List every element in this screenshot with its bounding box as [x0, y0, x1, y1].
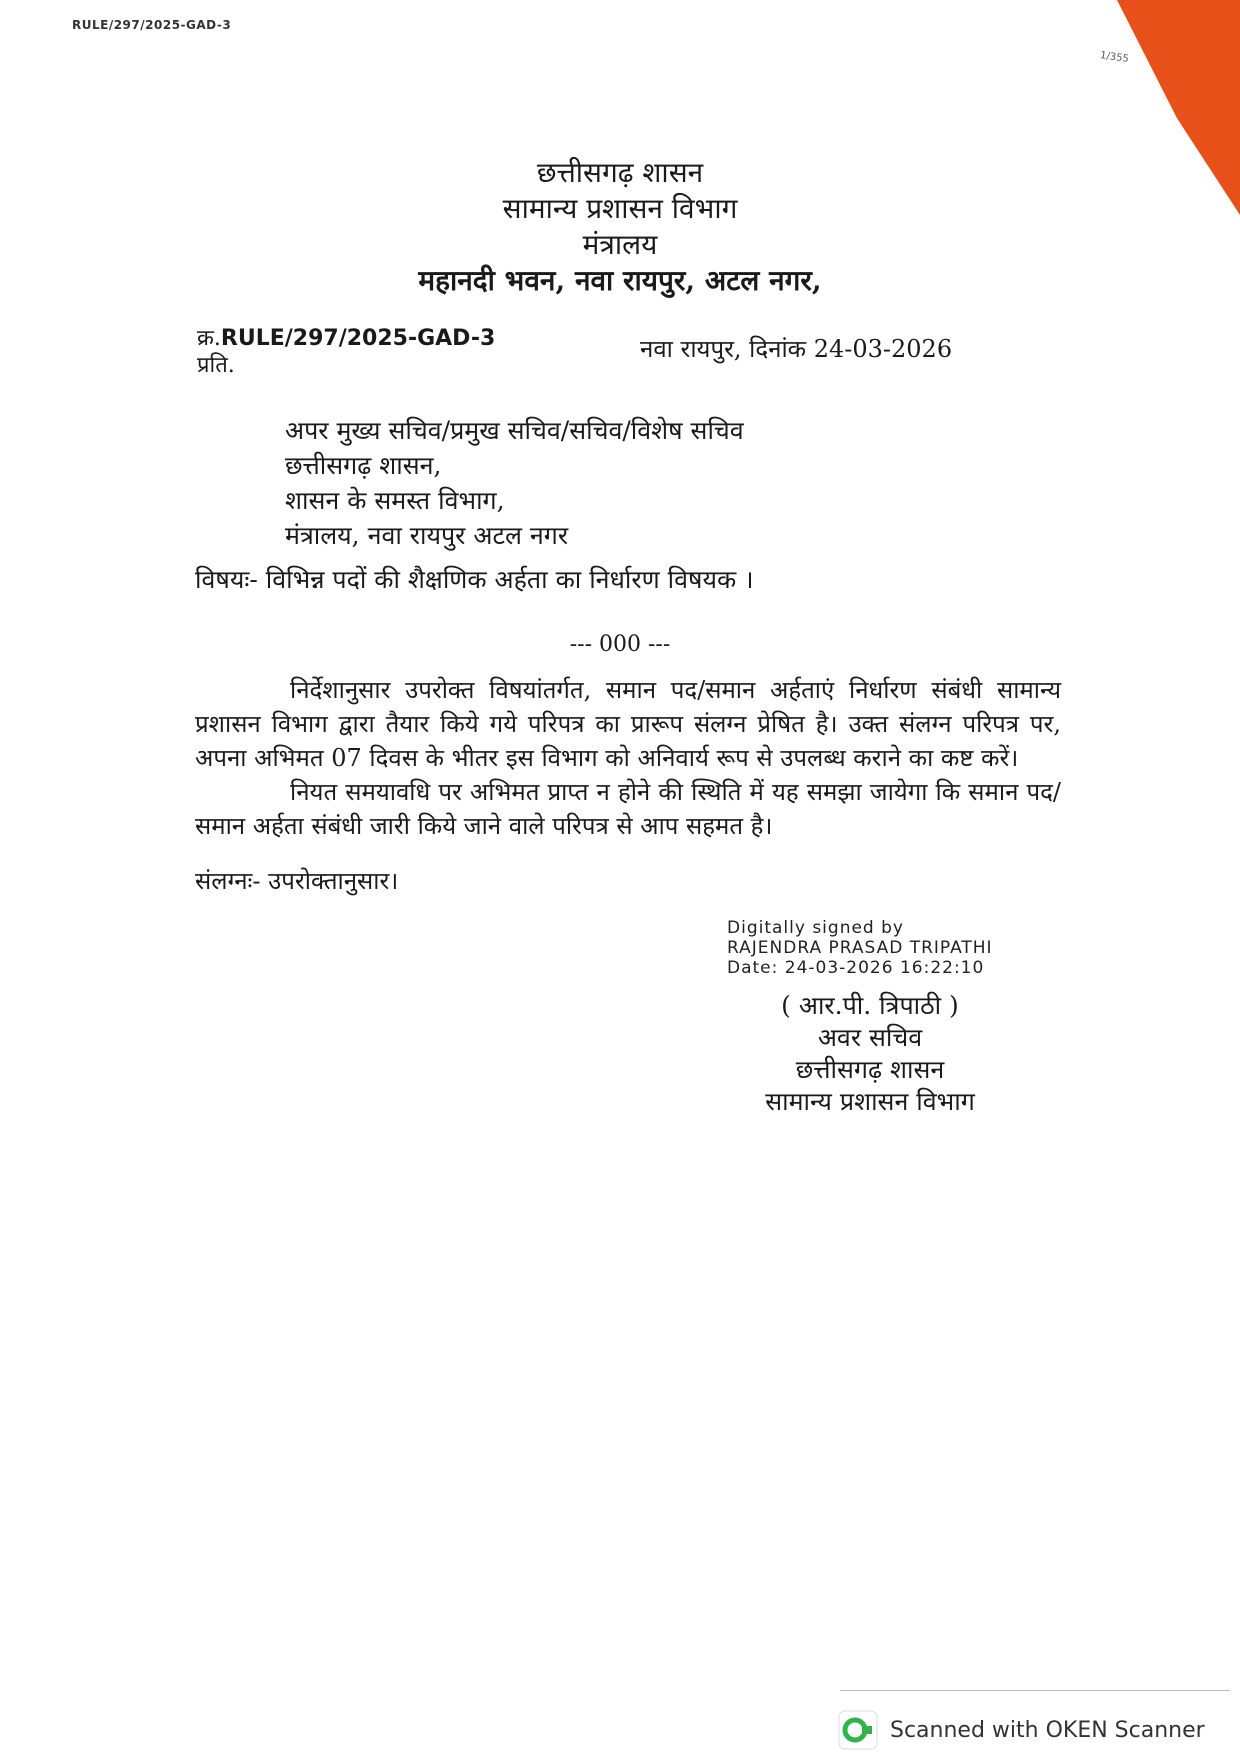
addressee-line: मंत्रालय, नवा रायपुर अटल नगर	[285, 521, 569, 550]
addressee-line: शासन के समस्त विभाग,	[285, 486, 505, 515]
letterhead	[0, 155, 1240, 299]
place-date: नवा रायपुर, दिनांक 24-03-2026	[640, 335, 953, 363]
header-department: सामान्य प्रशासन विभाग	[502, 192, 738, 225]
oken-scanner-icon	[838, 1710, 878, 1750]
signatory-department: सामान्य प्रशासन विभाग	[765, 1087, 975, 1116]
signatory-block	[720, 990, 1020, 1118]
reference-prefix: क्र.	[197, 326, 221, 351]
header-address: महानदी भवन, नवा रायपुर, अटल नगर,	[418, 264, 822, 297]
top-reference: RULE/297/2025-GAD-3	[72, 18, 232, 32]
signatory-org: छत्तीसगढ़ शासन	[795, 1055, 945, 1084]
reference-code: RULE/297/2025-GAD-3	[220, 326, 496, 351]
scanner-divider	[840, 1690, 1230, 1691]
header-government: छत्तीसगढ़ शासन	[536, 156, 704, 189]
signature-line: Digitally signed by	[727, 918, 904, 938]
addressee-line: अपर मुख्य सचिव/प्रमुख सचिव/सचिव/विशेष सचिव	[285, 416, 744, 445]
corner-number: 1/355	[1099, 50, 1130, 65]
attachment-line: संलग्नः- उपरोक्तानुसार।	[195, 867, 399, 895]
digital-signature	[727, 918, 993, 978]
reference-number	[197, 322, 495, 352]
to-label: प्रति.	[197, 353, 235, 378]
paragraph-2: नियत समयावधि पर अभिमत प्राप्त न होने की स्थिति में यह समझा जायेगा कि समान पद/समान अर्हता संबंधी जारी किये जाने वाले परिपत्र से आप सहमत है।	[195, 778, 1061, 840]
scanner-watermark	[838, 1710, 1205, 1750]
signatory-name: ( आर.पी. त्रिपाठी )	[781, 991, 959, 1020]
scanner-text: Scanned with OKEN Scanner	[890, 1717, 1205, 1743]
signature-name: RAJENDRA PRASAD TRIPATHI	[727, 938, 993, 958]
subject-line: विषयः- विभिन्न पदों की शैक्षणिक अर्हता का निर्धारण विषयक ।	[195, 565, 754, 594]
body-text	[195, 673, 1061, 843]
separator: --- 000 ---	[569, 632, 671, 657]
addressee-block	[285, 413, 744, 553]
signature-date: Date: 24-03-2026 16:22:10	[727, 958, 985, 978]
header-ministry: मंत्रालय	[582, 228, 658, 261]
addressee-line: छत्तीसगढ़ शासन,	[285, 451, 442, 480]
paragraph-1: निर्देशानुसार उपरोक्त विषयांतर्गत, समान पद/समान अर्हताएं निर्धारण संबंधी सामान्य प्रशासन विभाग द्वारा तैयार किये गये परिपत्र का प्रारूप संलग्न प्रेषित है। उक्त संलग्न परिपत्र पर, अपना अभिमत 07 दिवस के भीतर इस विभाग को अनिवार्य रूप से उपलब्ध कराने का कष्ट करें।	[195, 676, 1061, 772]
signatory-designation: अवर सचिव	[817, 1023, 923, 1052]
